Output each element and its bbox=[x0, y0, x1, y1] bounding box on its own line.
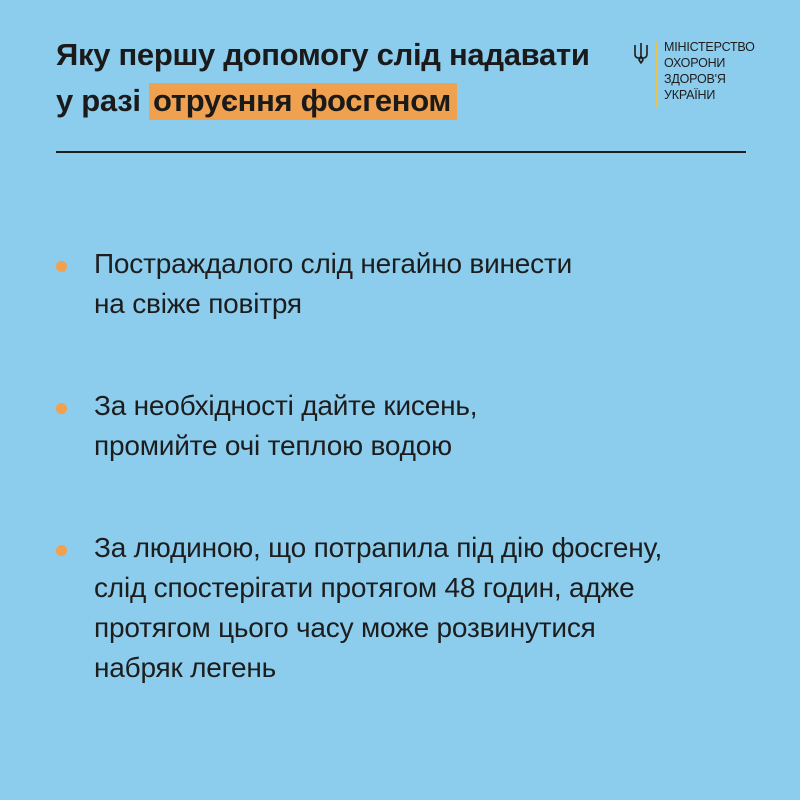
list-item-text bbox=[94, 244, 756, 324]
list-item-line: промийте очі теплою водою bbox=[94, 430, 452, 461]
list-item-line: слід спостерігати протягом 48 годин, адже bbox=[94, 572, 635, 603]
list-item-line: набряк легень bbox=[94, 652, 277, 683]
list-item bbox=[56, 528, 756, 688]
trident-icon bbox=[632, 42, 650, 64]
list-item bbox=[56, 386, 756, 466]
list-item-line: За людиною, що потрапила під дію фосгену, bbox=[94, 532, 663, 563]
page-title bbox=[56, 32, 596, 124]
ministry-logo bbox=[632, 38, 762, 114]
title-line-2-prefix: у разі bbox=[56, 83, 149, 118]
logo-line: ОХОРОНИ bbox=[664, 56, 726, 70]
list-item-line: протягом цього часу може розвинутися bbox=[94, 612, 596, 643]
bullet-list bbox=[56, 244, 756, 750]
bullet-dot-icon bbox=[56, 261, 67, 272]
list-item-line: За необхідності дайте кисень, bbox=[94, 390, 478, 421]
title-line-1: Яку першу допомогу слід надавати bbox=[56, 37, 590, 72]
title-highlight: отруєння фосгеном bbox=[149, 83, 457, 120]
logo-line: ЗДОРОВ'Я bbox=[664, 72, 726, 86]
logo-divider bbox=[656, 42, 658, 108]
logo-line: МІНІСТЕРСТВО bbox=[664, 40, 755, 54]
list-item bbox=[56, 244, 756, 324]
logo-text bbox=[664, 39, 764, 103]
title-line-2 bbox=[56, 78, 596, 124]
list-item-text bbox=[94, 528, 756, 688]
list-item-line: Постраждалого слід негайно винести bbox=[94, 248, 573, 279]
bullet-dot-icon bbox=[56, 545, 67, 556]
list-item-text bbox=[94, 386, 756, 466]
list-item-line: на свіже повітря bbox=[94, 288, 302, 319]
header-divider bbox=[56, 151, 746, 153]
logo-line: УКРАЇНИ bbox=[664, 88, 716, 102]
bullet-dot-icon bbox=[56, 403, 67, 414]
